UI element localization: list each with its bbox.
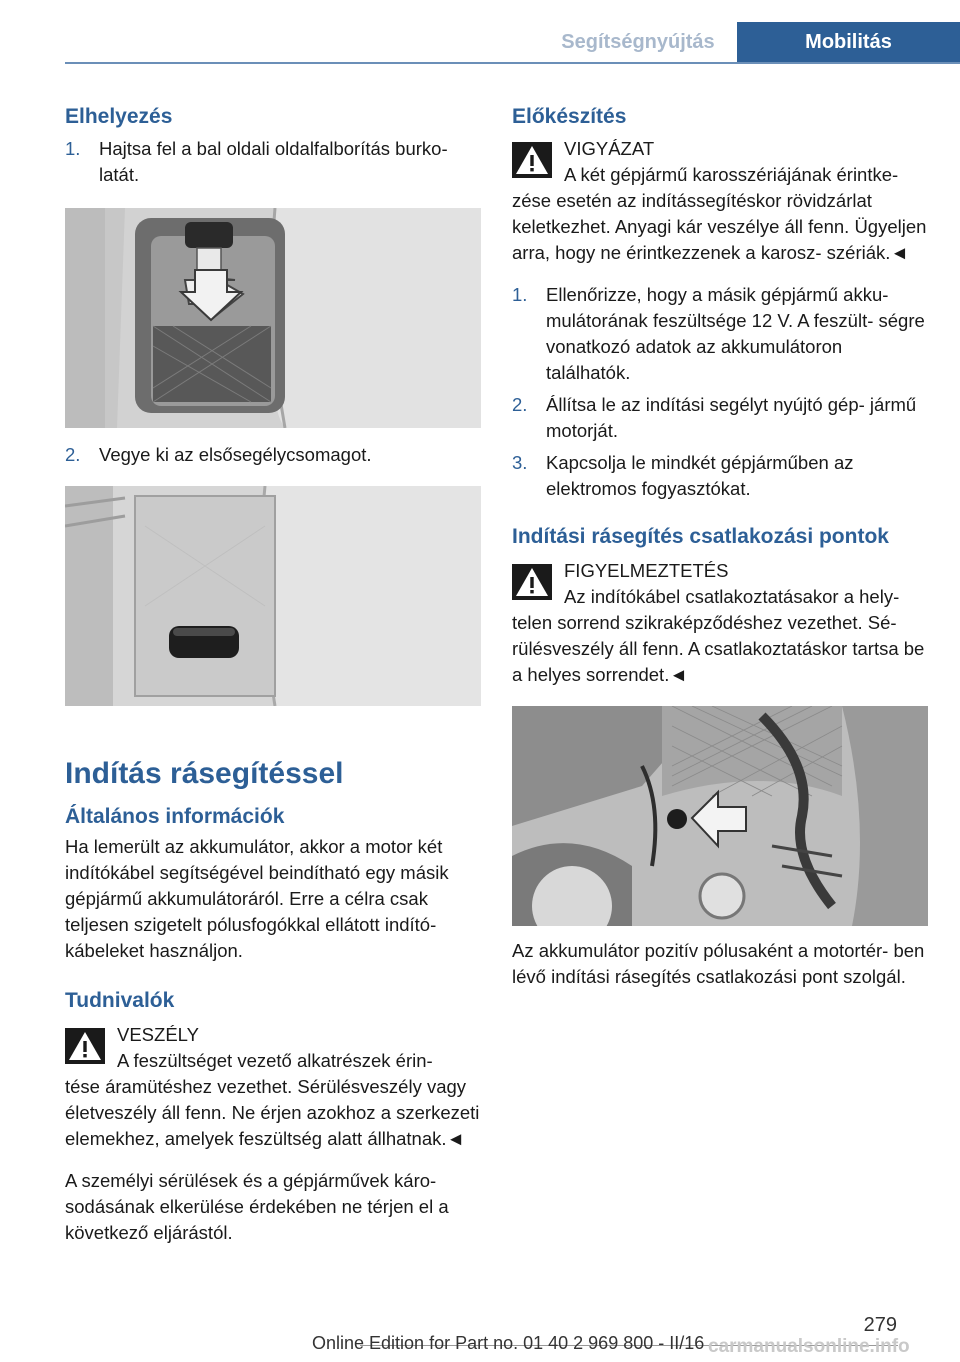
connection-points-heading: Indítási rásegítés csatlakozási pontok bbox=[512, 525, 889, 548]
jump-start-heading: Indítás rásegítéssel bbox=[65, 757, 344, 790]
caution-block bbox=[512, 136, 930, 266]
caution-text-rest: zése esetén az indítássegítéskor rövidzárlat keletkezhet. Anyagi kár veszélye áll fenn. Ügyeljen arra, hogy ne érintkezzenek a karosz‐ szériák.◄ bbox=[512, 190, 927, 263]
first-aid-kit-photo bbox=[65, 486, 481, 706]
watermark-text: carmanualsonline.info bbox=[708, 1336, 910, 1357]
tab-segitsegnyujtas[interactable]: Segítségnyújtás bbox=[561, 30, 715, 53]
step-item bbox=[512, 282, 930, 386]
step-number: 1. bbox=[65, 138, 81, 159]
warning-text-first: Az indítókábel csatlakoztatásakor a hely‐ bbox=[564, 586, 900, 607]
general-info-text: Ha lemerült az akkumulátor, akkor a motor két indítókábel segítségével beindítható egy másik gépjármű akkumulátoráról. Erre a célra csak teljesen szigetelt pólusfogókkal ellátott indító‐ kábeleket használjon. bbox=[65, 836, 449, 961]
step-text: Hajtsa fel a bal oldali oldalfalborítás burko‐ latát. bbox=[99, 138, 448, 185]
danger-text-rest: tése áramütéshez vezethet. Sérülésveszély vagy életveszély áll fenn. Ne érjen azokhoz a szerkezeti elemekhez, amelyek feszültség alatt állhatnak.◄ bbox=[65, 1076, 480, 1149]
step-number: 2. bbox=[65, 444, 81, 465]
step-item bbox=[65, 136, 481, 188]
tab-mobilitas[interactable]: Mobilitás bbox=[737, 22, 960, 62]
warning-triangle-icon bbox=[65, 1028, 105, 1064]
elhelyezes-heading: Elhelyezés bbox=[65, 105, 173, 128]
trunk-sidewall-photo bbox=[65, 208, 481, 428]
closing-text: A személyi sérülések és a gépjárművek káro‐ sodásának elkerülése érdekében ne térjen el a következő eljárástól. bbox=[65, 1170, 449, 1243]
header-divider bbox=[65, 62, 960, 64]
step-item bbox=[65, 442, 481, 468]
tudnivalok-heading: Tudnivalók bbox=[65, 989, 175, 1012]
page-number: 279 bbox=[863, 1314, 897, 1336]
step-number: 3. bbox=[512, 452, 528, 473]
step-text: Kapcsolja le mindkét gépjárműben az elektromos fogyasztókat. bbox=[546, 452, 854, 499]
danger-text-first: A feszültséget vezető alkatrészek érin‐ bbox=[117, 1050, 433, 1071]
caution-label: VIGYÁZAT bbox=[564, 138, 655, 159]
preparation-heading: Előkészítés bbox=[512, 105, 627, 128]
step-text: Állítsa le az indítási segélyt nyújtó gép‐ jármű motorját. bbox=[546, 394, 917, 441]
right-column bbox=[512, 100, 930, 990]
photo-caption: Az akkumulátor pozitív pólusaként a motortér‐ ben lévő indítási rásegítés csatlakozási pont szolgál. bbox=[512, 940, 925, 987]
caution-text-first: A két gépjármű karosszériájának érintke‐ bbox=[564, 164, 899, 185]
warning-text-rest: telen sorrend szikraképződéshez vezethet. Sé‐ rülésveszély áll fenn. A csatlakoztatáskor tartsa be a helyes sorrendet.◄ bbox=[512, 612, 925, 685]
warning-triangle-icon bbox=[512, 564, 552, 600]
step-number: 2. bbox=[512, 394, 528, 415]
engine-bay-photo bbox=[512, 706, 928, 926]
warning-triangle-icon bbox=[512, 142, 552, 178]
step-text: Vegye ki az elsősegélycsomagot. bbox=[99, 444, 372, 465]
warning-block bbox=[512, 558, 930, 688]
danger-label: VESZÉLY bbox=[117, 1024, 199, 1045]
step-item bbox=[512, 392, 930, 444]
warning-label: FIGYELMEZTETÉS bbox=[564, 560, 729, 581]
left-column bbox=[65, 100, 481, 1246]
danger-block bbox=[65, 1022, 481, 1152]
general-info-heading: Általános információk bbox=[65, 805, 285, 828]
step-text: Ellenőrizze, hogy a másik gépjármű akku‐ mulátorának feszültsége 12 V. A feszült‐ ségre vonatkozó adatok az akkumulátoron találhatók. bbox=[546, 284, 925, 383]
step-number: 1. bbox=[512, 284, 528, 305]
step-item bbox=[512, 450, 930, 502]
edition-text: Online Edition for Part no. 01 40 2 969 800 - II/16 bbox=[312, 1333, 705, 1353]
